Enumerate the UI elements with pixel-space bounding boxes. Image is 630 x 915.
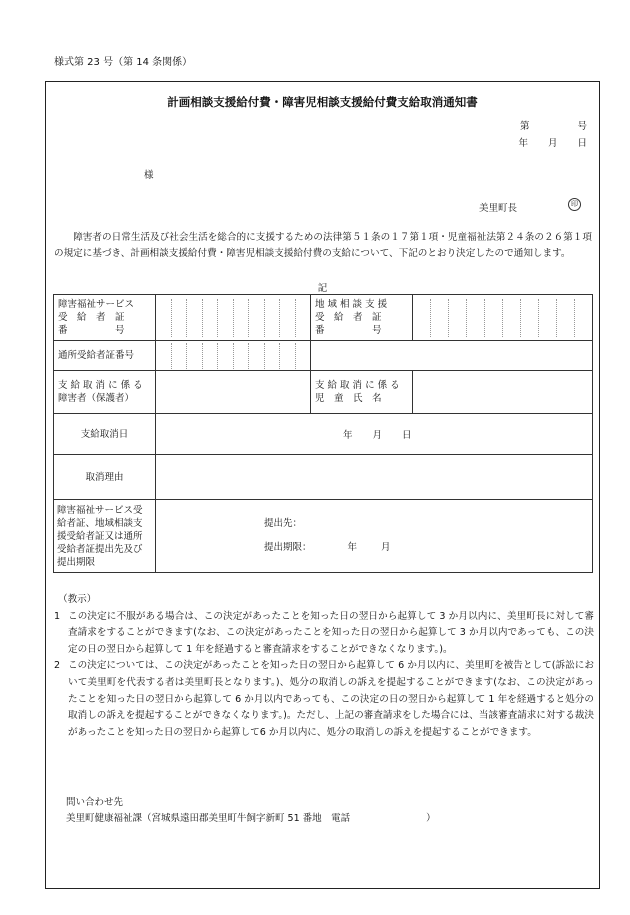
- service-cert-label: [54, 295, 156, 341]
- details-table: [53, 294, 593, 573]
- cancelled-person-label: [54, 371, 156, 414]
- instructions-heading: （教示）: [58, 594, 97, 605]
- document-number: [520, 118, 587, 132]
- child-name-label: [311, 371, 413, 414]
- label-line: 障害福祉サービス受: [57, 504, 143, 516]
- submission-label: [54, 500, 156, 573]
- table-row: [54, 500, 593, 573]
- seal-mark: 印: [568, 198, 581, 211]
- label-line: 提出期限: [57, 556, 96, 568]
- table-row: [54, 455, 593, 500]
- doc-number-go: 号: [577, 121, 587, 132]
- cancel-reason-label: 取消理由: [54, 455, 156, 500]
- contact-info: [66, 795, 436, 827]
- label-line: 児 童 氏 名: [315, 393, 382, 404]
- label-line: 番 号: [315, 325, 382, 336]
- form-number: 様式第 23 号（第 14 条関係）: [54, 57, 193, 68]
- label-line: 受 給 者 証: [315, 312, 382, 323]
- issue-date: [518, 135, 587, 149]
- submission-destination: 提出先：: [264, 518, 303, 529]
- label-line: 援受給者証又は通所: [57, 530, 143, 542]
- day-service-cert-number-cells[interactable]: [156, 341, 311, 371]
- label-line: 受 給 者 証: [58, 312, 125, 323]
- cancel-day: 日: [402, 430, 412, 441]
- label-line: 番 号: [58, 325, 125, 336]
- label-line: 支 給 取 消 に 係 る: [58, 380, 143, 391]
- notice-frame: [45, 81, 600, 889]
- addressee: 様: [144, 170, 154, 181]
- ki-heading: 記: [317, 283, 328, 294]
- table-row: [54, 341, 593, 371]
- issue-day: 日: [577, 138, 587, 149]
- cancel-date-field[interactable]: [156, 414, 593, 455]
- document-title: 計画相談支援給付費・障害児相談支援給付費支給取消通知書: [167, 95, 478, 109]
- deadline-year: 年: [347, 542, 358, 553]
- submission-content: [156, 512, 592, 560]
- notice-body: 障害者の日常生活及び社会生活を総合的に支援するための法律第５１条の１７第１項・児童福祉法第２４条の２６第１項の規定に基づき、計画相談支援給付費・障害児相談支援給付費の支給について、下記のとおり決定したので通知します。: [54, 232, 592, 259]
- label-line: 給者証、地域相談支: [57, 517, 143, 529]
- contact-heading: 問い合わせ先: [66, 797, 124, 808]
- issue-year: 年: [518, 138, 528, 149]
- submission-field[interactable]: [156, 500, 593, 573]
- cancel-date-value: [156, 427, 592, 441]
- deadline-month: 月: [381, 542, 391, 553]
- deadline-label: 提出期限：: [264, 542, 312, 553]
- contact-line: 美里町健康福祉課（宮城県遠田郡美里町牛飼字新町 51 番地 電話 ）: [66, 813, 436, 824]
- sender-name: 美里町長: [479, 203, 518, 214]
- cancel-reason-field[interactable]: [156, 455, 593, 500]
- item-number: 2: [54, 660, 61, 672]
- community-cert-number-cells[interactable]: [413, 295, 593, 341]
- label-line: 支 給 取 消 に 係 る: [315, 380, 400, 391]
- day-service-cert-label: 通所受給者証番号: [54, 341, 156, 371]
- label-line: 地 域 相 談 支 援: [315, 299, 388, 310]
- service-cert-number-cells[interactable]: [156, 295, 311, 341]
- list-item: [54, 609, 594, 659]
- community-cert-label: [311, 295, 413, 341]
- appeal-instructions: [54, 592, 594, 741]
- empty-cell: [311, 341, 593, 371]
- cancel-month: 月: [372, 430, 383, 441]
- table-row: [54, 295, 593, 341]
- issue-month: 月: [547, 138, 558, 149]
- doc-number-dai: 第: [519, 121, 530, 132]
- label-line: 障害者（保護者）: [58, 393, 135, 404]
- table-row: [54, 371, 593, 414]
- list-item: [54, 658, 594, 741]
- item-text: この決定については、この決定があったことを知った日の翌日から起算して 6 か月以内に、美里町を被告として(訴訟において美里町を代表する者は美里町長となります。)、処分の取消しの訴えを提起することができます(なお、この決定があったことを知った日の翌日から起算して 6 か月以内であっても、この決定の日の翌日から起算して 1 年を経過すると処分の取消しの訴えを提起することができなくなります。)。ただし、上記の審査請求をした場合には、当該審査請求に対する裁決があったことを知った日の翌日から起算して6 か月以内に、処分の取消しの訴えを提起することができます。: [68, 660, 594, 738]
- submission-deadline: [264, 536, 592, 560]
- item-number: 1: [54, 610, 61, 622]
- cancelled-person-field[interactable]: [156, 371, 311, 414]
- cancel-year: 年: [343, 430, 353, 441]
- label-line: 受給者証提出先及び: [57, 543, 143, 555]
- child-name-field[interactable]: [413, 371, 593, 414]
- label-line: 障害福祉サービス: [58, 299, 135, 310]
- table-row: [54, 414, 593, 455]
- item-text: この決定に不服がある場合は、この決定があったことを知った日の翌日から起算して 3 か月以内に、美里町長に対して審査請求をすることができます(なお、この決定があったことを知った日の翌日から起算して 3 か月以内であっても、この決定の日の翌日から起算して 1 年を経過すると審査請求をすることができなくなります。)。: [68, 610, 594, 655]
- cancel-date-label: 支給取消日: [54, 414, 156, 455]
